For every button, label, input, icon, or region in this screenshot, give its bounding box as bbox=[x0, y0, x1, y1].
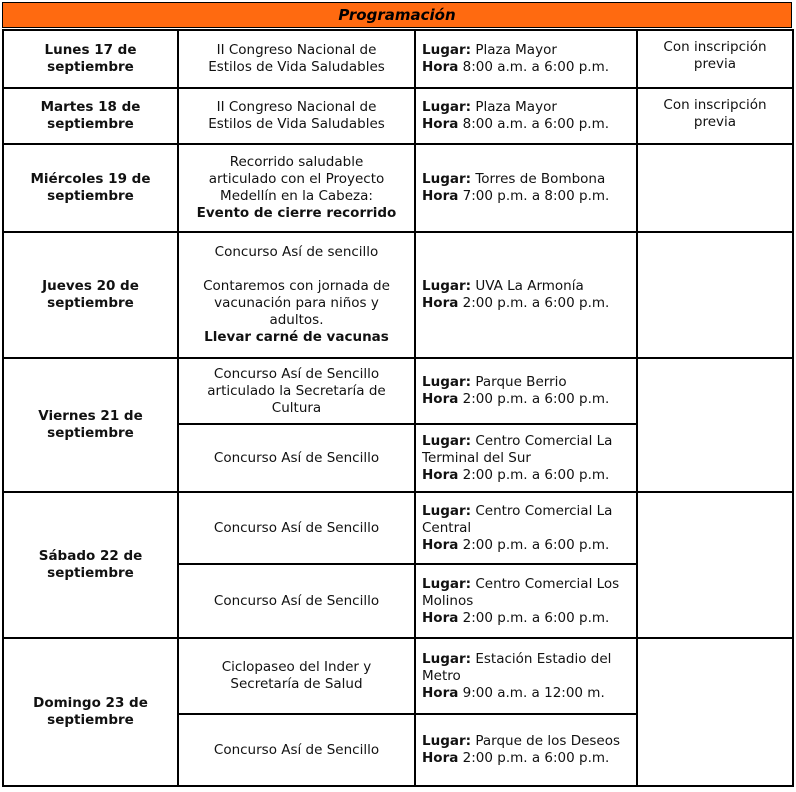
registration-note bbox=[663, 39, 766, 73]
place-time bbox=[422, 503, 612, 554]
activity-line: articulado la Secretaría de bbox=[207, 382, 386, 399]
day-label bbox=[33, 695, 148, 729]
place-value-line: Terminal del Sur bbox=[422, 449, 531, 466]
place-time-cell bbox=[416, 359, 636, 423]
activity-line: vacunación para niños y bbox=[214, 295, 379, 311]
day-label-line: Jueves 20 de bbox=[42, 278, 139, 294]
activity-cell bbox=[179, 359, 414, 423]
activity-line: Concurso Así de Sencillo bbox=[213, 741, 380, 758]
day-label-line: septiembre bbox=[47, 712, 134, 728]
day-label bbox=[38, 408, 142, 442]
row-divider bbox=[2, 785, 794, 787]
place-label: Lugar: bbox=[422, 99, 472, 115]
activity-line: II Congreso Nacional de bbox=[216, 99, 377, 115]
place-line bbox=[422, 42, 609, 59]
column-divider bbox=[414, 29, 416, 787]
place-label: Lugar: bbox=[422, 575, 472, 592]
place-line bbox=[422, 278, 609, 295]
day-label-line: Lunes 17 de bbox=[44, 42, 137, 58]
place-label: Lugar: bbox=[422, 502, 472, 519]
time-line bbox=[422, 537, 612, 554]
time-value: 2:00 p.m. a 6:00 p.m. bbox=[462, 295, 610, 311]
place-value: Centro Comercial La bbox=[475, 432, 613, 449]
note-cell bbox=[638, 31, 792, 87]
time-label: Hora bbox=[422, 609, 459, 626]
time-line bbox=[422, 59, 609, 76]
time-value: 2:00 p.m. a 6:00 p.m. bbox=[462, 536, 610, 553]
place-line bbox=[422, 99, 609, 116]
activity-line: Concurso Así de Sencillo bbox=[213, 519, 380, 536]
place-line bbox=[422, 733, 620, 750]
activity-cell bbox=[179, 565, 414, 637]
activity-line: Cultura bbox=[271, 399, 322, 416]
header-title: Programación bbox=[338, 6, 456, 24]
time-value: 2:00 p.m. a 6:00 p.m. bbox=[462, 609, 610, 626]
day-label-line: septiembre bbox=[47, 188, 134, 204]
place-value: UVA La Armonía bbox=[475, 278, 584, 294]
activity-text bbox=[214, 742, 379, 759]
column-divider bbox=[636, 29, 638, 787]
place-label: Lugar: bbox=[422, 432, 472, 449]
day-cell bbox=[4, 639, 177, 785]
activity-text bbox=[208, 42, 385, 76]
activity-text bbox=[197, 154, 397, 222]
activity-cell bbox=[179, 639, 414, 713]
activity-cell bbox=[179, 145, 414, 231]
place-time bbox=[422, 278, 609, 312]
time-line bbox=[422, 750, 620, 767]
activity-text bbox=[214, 593, 379, 610]
day-label-line: septiembre bbox=[47, 425, 134, 441]
day-cell bbox=[4, 145, 177, 231]
place-time-cell bbox=[416, 639, 636, 713]
schedule-table bbox=[2, 2, 794, 788]
place-label: Lugar: bbox=[422, 374, 472, 390]
column-divider bbox=[792, 29, 794, 787]
place-time-cell bbox=[416, 715, 636, 785]
day-label-line: Sábado 22 de bbox=[38, 548, 143, 564]
day-cell bbox=[4, 89, 177, 143]
place-label: Lugar: bbox=[422, 733, 472, 749]
place-label: Lugar: bbox=[422, 171, 472, 187]
note-cell bbox=[638, 493, 792, 637]
activity-cell bbox=[179, 715, 414, 785]
activity-cell bbox=[179, 233, 414, 357]
registration-note bbox=[663, 97, 766, 131]
place-label: Lugar: bbox=[422, 278, 472, 294]
activity-line: Secretaría de Salud bbox=[230, 676, 363, 692]
activity-line bbox=[203, 261, 390, 278]
place-value-line: Metro bbox=[422, 667, 461, 684]
note-cell bbox=[638, 639, 792, 785]
note-cell bbox=[638, 89, 792, 143]
time-line bbox=[422, 188, 609, 205]
place-time-cell bbox=[416, 565, 636, 637]
place-time bbox=[422, 651, 611, 702]
activity-line: Recorrido saludable bbox=[229, 154, 364, 170]
place-time bbox=[422, 576, 619, 627]
place-time bbox=[422, 433, 612, 484]
activity-cell bbox=[179, 493, 414, 563]
place-time bbox=[422, 171, 609, 205]
place-value: Estación Estadio del bbox=[475, 650, 612, 667]
activity-highlight: Llevar carné de vacunas bbox=[204, 329, 389, 345]
time-label: Hora bbox=[422, 684, 459, 701]
column-divider bbox=[2, 29, 4, 787]
place-time-cell bbox=[416, 233, 636, 357]
place-line bbox=[422, 503, 612, 520]
day-label-line: septiembre bbox=[47, 295, 134, 311]
day-label-line: Domingo 23 de bbox=[33, 695, 148, 711]
note-cell bbox=[638, 145, 792, 231]
place-line bbox=[422, 651, 611, 668]
activity-text bbox=[214, 450, 379, 467]
place-time-cell bbox=[416, 31, 636, 87]
time-value: 2:00 p.m. a 6:00 p.m. bbox=[462, 391, 610, 407]
activity-line: adultos. bbox=[269, 312, 324, 328]
place-value: Parque Berrio bbox=[475, 374, 567, 390]
place-time-cell bbox=[416, 493, 636, 563]
activity-cell bbox=[179, 425, 414, 491]
note-cell bbox=[638, 359, 792, 491]
activity-text bbox=[208, 99, 385, 133]
day-label bbox=[42, 278, 139, 312]
time-label: Hora bbox=[422, 391, 459, 407]
day-cell bbox=[4, 493, 177, 637]
place-time-cell bbox=[416, 89, 636, 143]
time-label: Hora bbox=[422, 188, 459, 204]
place-value: Centro Comercial La bbox=[475, 502, 613, 519]
activity-highlight: Evento de cierre recorrido bbox=[196, 205, 397, 221]
place-value: Plaza Mayor bbox=[475, 42, 557, 58]
place-time bbox=[422, 42, 609, 76]
day-label-line: Miércoles 19 de bbox=[30, 171, 151, 187]
day-cell bbox=[4, 31, 177, 87]
day-label-line: Martes 18 de bbox=[40, 99, 141, 115]
time-value: 8:00 a.m. a 6:00 p.m. bbox=[462, 116, 610, 132]
time-line bbox=[422, 391, 609, 408]
day-cell bbox=[4, 359, 177, 491]
day-cell bbox=[4, 233, 177, 357]
table-header bbox=[2, 2, 792, 28]
time-line bbox=[422, 610, 619, 627]
time-label: Hora bbox=[422, 295, 459, 311]
activity-line: Estilos de Vida Saludables bbox=[208, 116, 385, 132]
time-label: Hora bbox=[422, 116, 459, 132]
registration-note-line: Con inscripción bbox=[663, 39, 767, 55]
time-line bbox=[422, 685, 611, 702]
place-line bbox=[422, 433, 612, 450]
time-value: 9:00 a.m. a 12:00 m. bbox=[462, 684, 605, 701]
place-line bbox=[422, 171, 609, 188]
place-time-cell bbox=[416, 425, 636, 491]
place-time bbox=[422, 733, 620, 767]
day-label-line: septiembre bbox=[47, 59, 134, 75]
activity-text bbox=[222, 659, 372, 693]
time-line bbox=[422, 116, 609, 133]
day-label-line: septiembre bbox=[47, 565, 134, 581]
activity-line: articulado con el Proyecto bbox=[208, 171, 385, 187]
place-line bbox=[422, 374, 609, 391]
time-line bbox=[422, 295, 609, 312]
place-value: Plaza Mayor bbox=[475, 99, 557, 115]
activity-text bbox=[214, 520, 379, 537]
place-value-line: Molinos bbox=[422, 592, 474, 609]
activity-text bbox=[203, 244, 390, 346]
day-label bbox=[41, 99, 141, 133]
activity-cell bbox=[179, 31, 414, 87]
time-label: Hora bbox=[422, 466, 459, 483]
registration-note-line: previa bbox=[693, 56, 737, 72]
day-label bbox=[44, 42, 136, 76]
time-label: Hora bbox=[422, 536, 459, 553]
day-label bbox=[31, 171, 151, 205]
day-label-line: septiembre bbox=[47, 116, 134, 132]
place-time bbox=[422, 374, 609, 408]
time-value: 7:00 p.m. a 8:00 p.m. bbox=[462, 188, 610, 204]
registration-note-line: previa bbox=[693, 114, 737, 130]
activity-line: Concurso Así de Sencillo bbox=[213, 449, 380, 466]
activity-line: Contaremos con jornada de bbox=[203, 278, 390, 294]
activity-line: II Congreso Nacional de bbox=[216, 42, 377, 58]
time-value: 2:00 p.m. a 6:00 p.m. bbox=[462, 466, 610, 483]
time-label: Hora bbox=[422, 59, 459, 75]
column-divider bbox=[177, 29, 179, 787]
time-label: Hora bbox=[422, 750, 459, 766]
place-time bbox=[422, 99, 609, 133]
time-line bbox=[422, 467, 612, 484]
place-line bbox=[422, 576, 619, 593]
activity-line: Concurso Así de Sencillo bbox=[213, 592, 380, 609]
activity-line: Concurso Así de Sencillo bbox=[213, 365, 380, 382]
place-value-line: Central bbox=[422, 519, 472, 536]
place-value: Centro Comercial Los bbox=[475, 575, 620, 592]
day-label-line: Viernes 21 de bbox=[38, 408, 143, 424]
place-time-cell bbox=[416, 145, 636, 231]
registration-note-line: Con inscripción bbox=[663, 97, 767, 113]
activity-cell bbox=[179, 89, 414, 143]
activity-line: Concurso Así de sencillo bbox=[214, 244, 379, 260]
place-label: Lugar: bbox=[422, 42, 472, 58]
place-label: Lugar: bbox=[422, 650, 472, 667]
day-label bbox=[39, 548, 143, 582]
activity-text bbox=[207, 366, 385, 417]
activity-line: Medellín en la Cabeza: bbox=[220, 188, 373, 204]
activity-line: Ciclopaseo del Inder y bbox=[221, 659, 372, 675]
note-cell bbox=[638, 233, 792, 357]
time-value: 8:00 a.m. a 6:00 p.m. bbox=[462, 59, 610, 75]
place-value: Parque de los Deseos bbox=[475, 733, 621, 749]
activity-line: Estilos de Vida Saludables bbox=[208, 59, 385, 75]
place-value: Torres de Bombona bbox=[475, 171, 606, 187]
time-value: 2:00 p.m. a 6:00 p.m. bbox=[462, 750, 610, 766]
